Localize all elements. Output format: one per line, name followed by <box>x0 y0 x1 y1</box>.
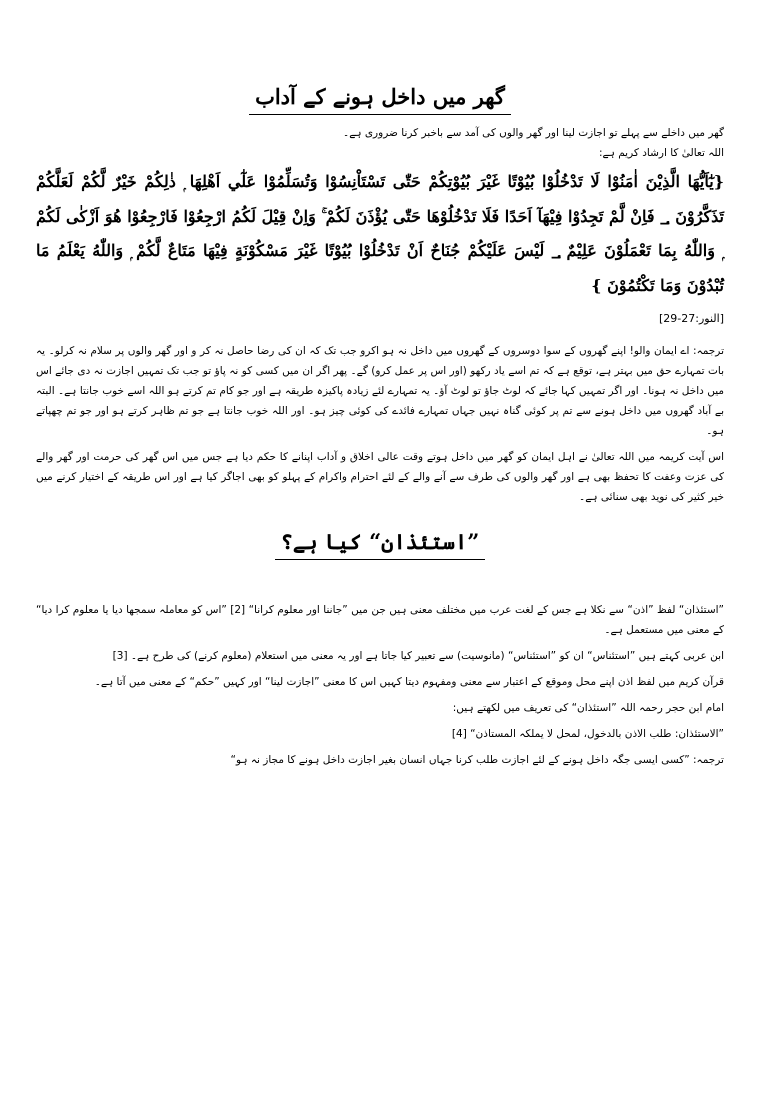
verse-reference: [النور:27-29] <box>658 312 724 325</box>
definition-translation: ترجمہ: ”کسی ایسی جگہ داخل ہونے کے لئے اجازت طلب کرنا جہاں انسان بغیر اجازت داخل ہونے کا مجاز نہ ہو“ <box>230 754 724 766</box>
quran-usage-paragraph: قرآن کریم میں لفظ اذن اپنے محل وموقع کے اعتبار سے معنی ومفہوم دیتا کہیں اس کا معنی ”اجازت لینا“ اور کہیں ”حکم“ کے معنی میں آتا ہے۔ <box>94 676 724 688</box>
definition-paragraph: ”استئذان“ لفظ ”اذن“ سے نکلا ہے جس کے لغت عرب میں مختلف معنی ہیں جن میں ”جاننا اور معلوم کرانا“ [2] ”اس کو معاملہ سمجھا دیا یا معلوم کرا دیا“ کے معنی میں مستعمل ہے۔ <box>36 604 724 636</box>
arabic-definition: ”الاستئذان: طلب الاذن بالدخول، لمحل لا یملکہ المستاذن“ [4] <box>451 728 724 740</box>
intro-paragraph: گھر میں داخلے سے پہلے تو اجازت لینا اور گھر والوں کی آمد سے باخبر کرنا ضروری ہے۔ <box>343 127 724 139</box>
heading-text: ”استئذان“ کیا ہے؟ <box>275 527 486 560</box>
section-heading-istizan <box>36 527 724 560</box>
explanation-paragraph: اس آیت کریمہ میں اللہ تعالیٰ نے اہل ایمان کو گھر میں داخل ہوتے وقت عالی اخلاق و آداب اپنانے کا حکم دیا ہے جس میں اس گھر کی حرمت اور گھر والے کی عزت وعفت کا تحفظ بھی ہے اور گھر والوں کی طرف سے آنے والے کے لئے احترام واکرام کے پہلو کو بھی اجاگر کیا ہے اور اس طریقہ کے اختیار کرنے میں خیر کثیر کی نوید بھی سنائی ہے۔ <box>36 451 724 503</box>
quran-verse: {يٰٓاَيُّهَا الَّذِيْنَ اٰمَنُوْا لَا تَدْخُلُوْا بُيُوْتًا غَيْرَ بُيُوْتِكُمْ حَتّٰى تَسْتَاْنِسُوْا وَتُسَلِّمُوْا عَلٰٓي اَهْلِهَا ۭ ذٰلِكُمْ خَيْرٌ لَّكُمْ لَعَلَّكُمْ تَذَكَّرُوْنَ ؀ فَاِنْ لَّمْ تَجِدُوْا فِيْهَآ اَحَدًا فَلَا تَدْخُلُوْهَا حَتّٰى يُؤْذَنَ لَكُمْ ۚ وَاِنْ قِيْلَ لَكُمُ ارْجِعُوْا فَارْجِعُوْا هُوَ اَزْكٰى لَكُمْ ۭ وَاللّٰهُ بِمَا تَعْمَلُوْنَ عَلِيْمٌ ؀ لَيْسَ عَلَيْكُمْ جُنَاحٌ اَنْ تَدْخُلُوْا بُيُوْتًا غَيْرَ مَسْكُوْنَةٍ فِيْهَا مَتَاعٌ لَّكُمْ ۭ وَاللّٰهُ يَعْلَمُ مَا تُبْدُوْنَ وَمَا تَكْتُمُوْنَ } <box>36 172 725 295</box>
ibn-arabi-paragraph: ابن عربی کہتے ہیں ”استئناس“ ان کو ”استئناس“ (مانوسیت) سے تعبیر کیا جاتا ہے اور یہ معنی میں استعلام (معلوم کرنے) کی طرح ہے۔ [3] <box>112 650 724 662</box>
irshad-line: اللہ تعالیٰ کا ارشاد کریم ہے: <box>599 147 724 159</box>
ibn-hajar-paragraph: امام ابن حجر رحمہ اللہ ”استئذان“ کی تعریف میں لکھتے ہیں: <box>452 702 724 714</box>
document-page <box>0 82 768 1106</box>
section-heading-etiquette <box>36 82 724 115</box>
heading-text: گھر میں داخل ہونے کے آداب <box>249 82 511 115</box>
translation-paragraph: ترجمہ: اے ایمان والو! اپنے گھروں کے سوا دوسروں کے گھروں میں داخل نہ ہو اکرو جب تک کہ ان کی رضا حاصل نہ کر و اور گھر والوں پر سلام نہ کرلو۔ یہ بات تمہارے حق میں بہتر ہے، توقع ہے کہ تم اسے یاد رکھو (اور اس پر عمل کرو) گے۔ پھر اگر ان میں کسی کو نہ پاؤ تو جب تک تمہیں اجازت نہ دی جائے اس میں داخل نہ ہونا۔ اور اگر تمہیں کہا جائے کہ لوٹ جاؤ تو لوٹ آؤ۔ یہ تمہارے لئے زیادہ پاکیزہ طریقہ ہے اور جو کام تم کرتے ہو اللہ اسے خوب جانتا ہے۔ البتہ بے آباد گھروں میں داخل ہونے سے تم پر کوئی گناہ نہیں جہاں تمہارے فائدے کی کوئی چیز ہو۔ اور اللہ خوب جانتا ہے جو تم ظاہر کرتے ہو اور جو تم چھپاتے ہو۔ <box>36 345 724 437</box>
